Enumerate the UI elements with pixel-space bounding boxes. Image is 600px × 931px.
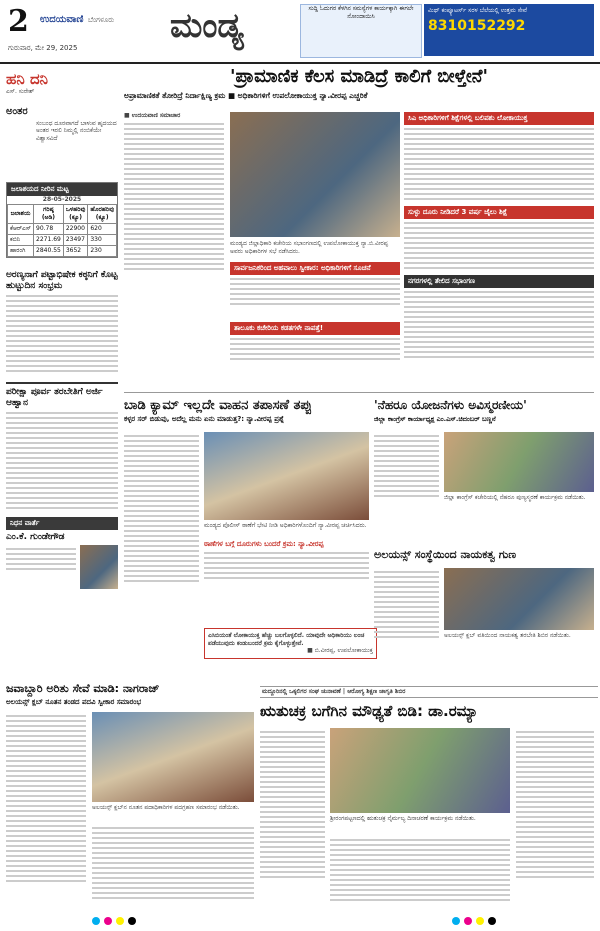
bottom-left-subhead: ಅಲಯನ್ಸ್ ಕ್ಲಬ್ ನೂತನ ತಂಡದ ಪದವಿ ಸ್ವೀಕಾರ ಸಮಾರಂಭ [6,698,142,706]
story3-body [374,432,439,500]
city: ಬೆಂಗಳೂರು [88,16,115,24]
ad-text: ಮಿಥ್ ಕಂಪ್ಯೂಟರ್ಸ್ ಸರಳ ಬೆಲೆಯಲ್ಲಿ ಉತ್ತಮ ಸೇವೆ [428,7,527,14]
ad-phone: 8310152292 [428,18,526,34]
table-cell: 22900 [63,223,88,234]
story4-photo [444,568,594,630]
bottom-right-body [260,728,325,881]
bottom-left-headline[interactable]: ಜವಾಬ್ದಾರಿ ಅರಿತು ಸೇವೆ ಮಾಡಿ: ನಾಗರಾಜ್ [6,682,160,695]
column-brand: ಹನಿ ದನಿ [6,70,48,88]
table-header: ಜಲಾಶಯ [8,204,34,223]
story3-subhead: ಜಿಲ್ಲಾ ಕಾಂಗ್ರೆಸ್ ಕಾರ್ಯಾಧ್ಯಕ್ಷ ಎಂ.ಎಸ್.ಚಿದಂಬರ್ ಬಣ್ಣನೆ [374,415,496,423]
ticker [260,686,598,698]
column-brand-author: ಎಸ್. ಸುರೇಶ್ [6,88,35,95]
story3-headline[interactable]: 'ನೆಹರೂ ಯೋಜನೆಗಳು ಅವಿಸ್ಮರಣೀಯ' [374,398,527,412]
quote-text: ಎಸಿಬಿಯಂತೆ ಲೋಕಾಯುಕ್ತ ಹೆಚ್ಚು ಬಲಗೊಳ್ಳಲಿದೆ. ಯಾವುದೇ ಅಧಿಕಾರಿಯು ಲಂಚ ಪಡೆಯುವುದು ಕಂಡುಬಂದರೆ ಕ್ರಮ ಕೈಗೊಳ್ಳುತ್ತೇವೆ. [208,632,365,647]
quote-text: ಸಂಬಂಧ ದೂರವಾಗದೆ ಬಾಳುವ ಹೃದಯದ ಅಂತರ ಇರಲಿ ನಿಮ್ಮಲ್ಲಿ ನಂಬಿಕೆಯೇ ವಿಶ್ವಾಸವಿದೆ [36,119,117,142]
table-header: ಗರಿಷ್ಠ (ಅಡಿ) [34,204,64,223]
story4-body [374,568,439,641]
reservoir-title: ಜಲಾಶಯದ ನೀರಿನ ಮಟ್ಟ [7,183,117,196]
bottom-left-body-2 [92,824,254,902]
lead-photo-caption: ಮಂಡ್ಯದ ಜಿಲ್ಲಾಧಿಕಾರಿ ಕಚೇರಿಯ ಸಭಾಂಗಣದಲ್ಲಿ ಉಪಲೋಕಾಯುಕ್ತ ನ್ಯಾ.ಬಿ.ವೀರಪ್ಪ ಅವರು ಅಧಿಕಾರಿಗಳ ಸಭೆ ನಡೆಸಿದರು. [230,240,389,255]
byline: ■ ಉದಯವಾಣಿ ಸಮಾಚಾರ [124,112,181,119]
reservoir-table [7,204,117,257]
quote-title: ಅಂತರ [6,105,28,117]
exam-headline[interactable]: ಪರೀಕ್ಷಾ ಪೂರ್ವ ತರಬೇತಿಗೆ ಅರ್ಜಿ ಆಹ್ವಾನ [6,382,118,409]
table-cell: 3652 [63,245,88,256]
story3-photo [444,432,594,492]
quote-box [204,628,377,659]
story4-caption: ಅಲಯನ್ಸ್ ಕ್ಲಬ್ ವತಿಯಿಂದ ನಾಯಕತ್ವ ತರಬೇತಿ ಶಿಬಿರ ನಡೆಯಿತು. [444,632,571,639]
story-4 [374,548,594,562]
dateline: ಗುರುವಾರ, ಮೇ 29, 2025 [8,44,78,52]
table-cell: 330 [88,234,117,245]
bottom-right-body-3 [330,836,510,904]
obit-title: ನಿಧನ ವಾರ್ತೆ [6,517,118,530]
ticker-text: ಮದ್ದೂರಿನಲ್ಲಿ ಒಕ್ಕಲಿಗರ ಸಂಘ ಚುನಾವಣೆ | ಆರೋಗ್ಯ ಶಿಕ್ಷಣ ಜಾಗೃತಿ ಶಿಬಿರ [262,688,406,695]
table-cell: ಹಾರಂಗಿ [8,245,34,256]
story2-body [124,432,199,585]
ad-box-2[interactable] [424,4,594,56]
box-headline[interactable]: ಸಾರ್ವಜನಿಕರಿಂದ ಅಹವಾಲು ಸ್ವೀಕಾರ: ಅಧಿಕಾರಿಗಳಿಗೆ ಸೂಚನೆ [230,262,400,275]
print-registration-marks [0,912,600,924]
table-cell: 230 [88,245,117,256]
section-title: ಮಂಡ್ಯ [170,6,244,46]
bottom-right-caption: ಶ್ರೀರಂಗಪಟ್ಟಣದಲ್ಲಿ ಋತುಚಕ್ರ ನೈರ್ಮಲ್ಯ ದಿನಾಚರಣೆ ಕಾರ್ಯಕ್ರಮ ನಡೆಯಿತು. [330,815,476,822]
bottom-right-story [260,702,594,720]
table-header: ಒಳಹರಿವು (ಕ್ಯೂ) [63,204,88,223]
bottom-left-caption: ಅಲಯನ್ಸ್ ಕ್ಲಬ್‌ನ ನೂತನ ಪದಾಧಿಕಾರಿಗಳ ಪದಗ್ರಹಣ ಸಮಾರಂಭ ನಡೆಯಿತು. [92,804,240,811]
bottom-left-story [6,682,254,707]
obit-name: ಎಂ.ಕೆ. ಗುಂಡೇಗೌಡ [6,531,65,542]
quote-author: ■ ಬಿ.ವೀರಪ್ಪ, ಉಪಲೋಕಾಯುಕ್ತ [307,647,373,654]
obit-photo [80,545,118,589]
table-cell: 90.78 [34,223,64,234]
table-cell: ಕೆಆರ್‌ಎಸ್ [8,223,34,234]
lead-box-2 [230,322,400,363]
lead-subhead: ಅಪ್ರಾಮಾಣಿಕತೆ ತೋರಿದ್ರೆ ನಿರ್ದಾಕ್ಷಿಣ್ಯ ಕ್ರಮ ■ ಅಧಿಕಾರಿಗಳಿಗೆ ಉಪಲೋಕಾಯುಕ್ತ ನ್ಯಾ.ವೀರಪ್ಪ ಎಚ್ಚರಿಕೆ [124,91,368,100]
lead-headline[interactable]: 'ಪ್ರಾಮಾಣಿಕ ಕೆಲಸ ಮಾಡಿದ್ರೆ ಕಾಲಿಗೆ ಬೀಳ್ತೇನೆ' [229,66,489,87]
ad-box-1[interactable] [300,4,422,58]
story2-caption: ಮಂಡ್ಯದ ಪೊಲೀಸ್ ಠಾಣೆಗೆ ಭೇಟಿ ನೀಡಿ ಅಧಿಕಾರಿಗಳೊಂದಿಗೆ ನ್ಯಾ.ವೀರಪ್ಪ ಚರ್ಚಿಸಿದರು. [204,522,367,529]
story2-box [204,540,369,582]
sidebar-headline[interactable]: ಸಿಎ ಅಧಿಕಾರಿಗಳಿಗೆ ಶಿಕ್ಷೆಗಳಲ್ಲಿ ಬಲಿಪಶು ಲೋಕಾಯುಕ್ತ [404,112,594,125]
page-number: 2 [8,4,29,39]
reservoir-box [6,182,118,258]
bottom-left-photo [92,712,254,802]
left-column [6,70,118,670]
ad-text: ಸುದ್ದಿ ಓದುಗರ ಕೆಳಗಿನ ಸಮಸ್ಯೆಗಳ ಕಾರ್ಯಕ್ಕಾಗಿ ಈಗಲೇ ನೋಂದಾಯಿಸಿ [308,5,414,20]
lead-right-column [404,112,594,361]
story-headline[interactable]: ಅರಣ್ಯನಾಗೆ ಪಟ್ಟಾಭಿಷೇಕ ಕಠ್ಠನಿಗೆ ಕೊಟ್ಟ ಹುಟ್ಟುದಿನ ಸಂಭ್ರಮ [6,269,118,291]
bottom-right-photo [330,728,510,813]
lead-body [124,112,224,273]
reservoir-date: 28-05-2025 [42,196,82,203]
box-headline[interactable]: ತಾಲೂಕು ಕಚೇರಿಯ ಕಡತಗಳೇ ನಾಪತ್ತೆ! [230,322,400,335]
table-cell: 2271.69 [34,234,64,245]
lead-box-1 [230,262,400,308]
table-cell: 2840.55 [34,245,64,256]
lead-photo [230,112,400,237]
table-cell: 620 [88,223,117,234]
table-row [8,245,117,256]
story-3 [374,398,594,424]
table-row [8,223,117,234]
story2-subhead: ಕಳ್ಳರ ಸರ್ ಬಿಡುವು, ಅದೆಲ್ಲ ಮನು ಏನು ಮಾಡುತ್ತ?: ನ್ಯಾ.ವೀರಪ್ಪ ಪ್ರಶ್ನೆ [124,415,285,423]
sidebar-headline[interactable]: ನಗರಗಳಲ್ಲಿ ತೇಲಿದ ಸಭಾಂಗಣ [404,275,594,288]
story4-headline[interactable]: ಅಲಯನ್ಸ್ ಸಂಸ್ಥೆಯಿಂದ ನಾಯಕತ್ವ ಗುಣ [374,548,517,561]
bottom-right-headline[interactable]: ಋತುಚಕ್ರ ಬಗೆಗಿನ ಮೌಢ್ಯತೆ ಬಿಡಿ: ಡಾ.ರಮ್ಯಾ [260,702,479,720]
table-row [8,234,117,245]
table-cell: 23497 [63,234,88,245]
story3-caption: ಜಿಲ್ಲಾ ಕಾಂಗ್ರೆಸ್ ಕಚೇರಿಯಲ್ಲಿ ನೆಹರೂ ಪುಣ್ಯಸ್ಮರಣೆ ಕಾರ್ಯಕ್ರಮ ನಡೆಯಿತು. [444,494,586,501]
paper-name: ಉದಯವಾಣಿ [40,14,84,25]
table-cell: ಕಬಿನಿ [8,234,34,245]
sidebar-headline[interactable]: ಸುಳ್ಳು ದೂರು ನೀಡಿದರೆ 3 ವರ್ಷ ಜೈಲು ಶಿಕ್ಷೆ [404,206,594,219]
story2-headline[interactable]: ಬಾಡಿ ಕ್ಯಾಮ್ ಇಲ್ಲದೇ ವಾಹನ ತಪಾಸಣೆ ತಪ್ಪು [124,398,313,413]
table-header: ಹೊರಹರಿವು (ಕ್ಯೂ) [88,204,117,223]
bottom-left-body [6,712,86,885]
bottom-right-body-2 [516,728,594,881]
box-headline[interactable]: ಠಾಣೆಗಳ ಬಗ್ಗೆ ದೂರುಗಳು ಬಂದರೆ ಕ್ರಮ: ನ್ಯಾ.ವೀರಪ್ಪ [204,540,324,548]
story2-photo [204,432,369,520]
story-2 [124,398,369,424]
lead-story [124,66,594,101]
masthead [0,0,600,64]
